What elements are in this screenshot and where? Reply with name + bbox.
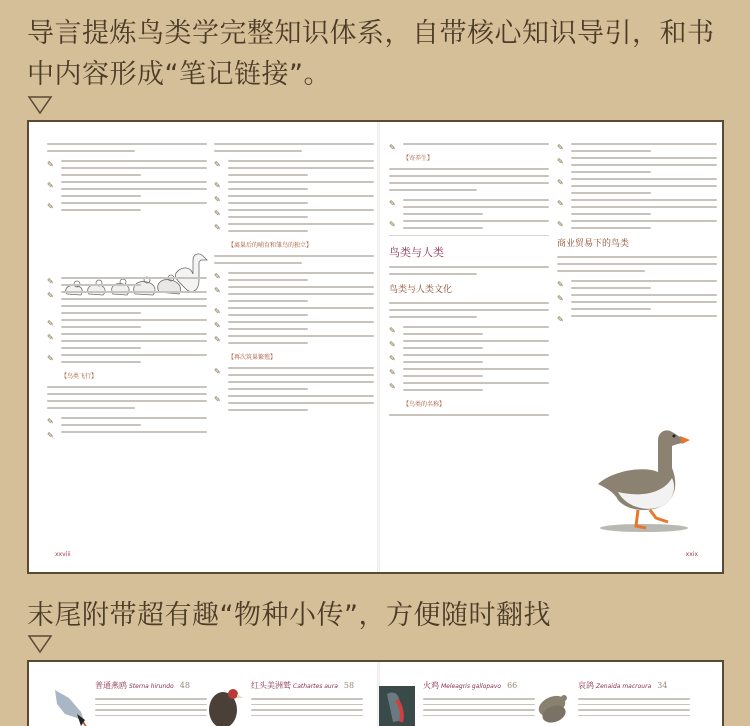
- note-bullet: [214, 160, 374, 176]
- text-line: [61, 340, 207, 342]
- turkey-icon: [379, 684, 415, 726]
- text-line: [228, 335, 374, 337]
- text-line: [403, 375, 483, 377]
- text-line: [571, 227, 651, 229]
- text-line: [403, 389, 483, 391]
- text-line: [571, 308, 651, 310]
- text-line: [403, 340, 549, 342]
- text-line: [403, 199, 549, 201]
- text-line: [228, 388, 308, 390]
- pen-icon: ✎: [389, 340, 396, 349]
- text-line: [571, 220, 717, 222]
- text-line: [403, 227, 483, 229]
- text-line: [571, 157, 717, 159]
- text-line: [228, 367, 374, 369]
- text-line: [61, 160, 207, 162]
- left-page-number: xxviii: [55, 551, 71, 558]
- subsection-label: 【再次筑巢繁殖】: [228, 354, 277, 361]
- text-line: [571, 287, 651, 289]
- text-line: [61, 347, 141, 349]
- section-2-caption: 末尾附带超有趣“物种小传”，方便随时翻找: [27, 600, 551, 631]
- pen-icon: ✎: [214, 321, 221, 330]
- pen-icon: ✎: [214, 335, 221, 344]
- text-line: [61, 195, 141, 197]
- text-line: [571, 213, 651, 215]
- text-line: [571, 178, 717, 180]
- text-line: [571, 150, 651, 152]
- note-bullet: [47, 181, 207, 197]
- pen-icon: ✎: [47, 431, 54, 440]
- pen-icon: ✎: [557, 280, 564, 289]
- text-line: [61, 319, 207, 321]
- text-line: [47, 400, 207, 402]
- species-name-cn: 普通燕鸥: [95, 681, 127, 690]
- text-line: [389, 309, 549, 311]
- text-line: [61, 167, 207, 169]
- subsection-label: 【鸟类飞行】: [61, 373, 98, 380]
- text-line: [228, 321, 374, 323]
- pen-icon: ✎: [557, 143, 564, 152]
- text-line: [403, 220, 549, 222]
- note-bullet: [214, 367, 374, 390]
- text-line: [571, 171, 651, 173]
- text-line: [61, 424, 141, 426]
- text-line: [61, 361, 141, 363]
- note-bullet: [47, 291, 207, 314]
- down-triangle-icon: [27, 634, 53, 654]
- note-bullet: [214, 181, 374, 190]
- text-line: [571, 143, 717, 145]
- text-line: [61, 431, 207, 433]
- text-line: [228, 374, 374, 376]
- subsection-label: 【离巢后的哺育和雏鸟的独立】: [228, 242, 313, 249]
- pen-icon: ✎: [557, 315, 564, 324]
- pen-icon: ✎: [389, 368, 396, 377]
- text-line: [403, 382, 549, 384]
- text-line: [61, 174, 141, 176]
- text-line: [403, 333, 483, 335]
- text-line: [228, 181, 374, 183]
- pen-icon: ✎: [557, 220, 564, 229]
- text-line: [571, 206, 717, 208]
- species-page: 48: [179, 681, 190, 690]
- note-bullet: [214, 321, 374, 330]
- species-description: [95, 694, 207, 720]
- text-line: [228, 328, 308, 330]
- pen-icon: ✎: [214, 160, 221, 169]
- species-page: 66: [507, 681, 518, 690]
- note-bullet: [47, 319, 207, 328]
- pen-icon: ✎: [389, 382, 396, 391]
- text-line: [389, 316, 477, 318]
- note-bullet: [389, 368, 549, 377]
- text-line: [557, 256, 717, 258]
- note-bullet: [214, 335, 374, 344]
- pen-icon: ✎: [389, 143, 396, 152]
- text-line: [228, 272, 374, 274]
- text-line: [571, 164, 717, 166]
- section-1-caption: 导言提炼鸟类学完整知识体系，自带核心知识导引，和书中内容形成“笔记链接”。: [27, 18, 715, 90]
- text-line: [61, 291, 207, 293]
- species-name-cn: 哀鸽: [578, 681, 594, 690]
- text-line: [571, 301, 717, 303]
- paragraph: [389, 414, 549, 416]
- text-line: [557, 263, 717, 265]
- text-line: [228, 279, 308, 281]
- tern-icon: [51, 684, 87, 726]
- paragraph: [389, 266, 549, 275]
- right-page-number: xxix: [685, 551, 698, 558]
- text-line: [61, 354, 207, 356]
- text-line: [403, 368, 549, 370]
- paragraph: [214, 143, 374, 152]
- book-gutter: [377, 122, 380, 572]
- vulture-icon: [207, 684, 243, 726]
- pen-icon: ✎: [389, 354, 396, 363]
- text-line: [571, 315, 717, 317]
- text-line: [228, 202, 308, 204]
- species-name-cn: 红头美洲鹫: [251, 681, 291, 690]
- text-line: [403, 206, 549, 208]
- pen-icon: ✎: [47, 160, 54, 169]
- text-line: [228, 230, 308, 232]
- text-line: [228, 381, 374, 383]
- species-entry: [379, 680, 539, 726]
- pen-icon: ✎: [47, 417, 54, 426]
- text-line: [61, 181, 207, 183]
- text-line: [61, 188, 207, 190]
- note-bullet: [47, 202, 207, 211]
- page-left-column-1: [47, 138, 207, 438]
- text-line: [61, 284, 141, 286]
- text-line: [61, 312, 141, 314]
- pen-icon: ✎: [214, 195, 221, 204]
- text-line: [571, 185, 717, 187]
- pen-icon: ✎: [47, 354, 54, 363]
- note-bullet: [557, 143, 717, 152]
- text-line: [228, 174, 308, 176]
- text-line: [228, 402, 374, 404]
- text-line: [389, 302, 549, 304]
- species-name-latin: Meleagris gallopavo: [441, 683, 502, 690]
- pen-icon: ✎: [47, 333, 54, 342]
- text-line: [214, 150, 302, 152]
- pen-icon: ✎: [389, 220, 396, 229]
- note-bullet: [389, 143, 549, 152]
- note-bullet: [389, 340, 549, 349]
- note-bullet: [47, 431, 207, 440]
- species-name-latin: Zenaida macroura: [596, 683, 652, 690]
- text-line: [228, 342, 308, 344]
- note-bullet: [47, 277, 207, 286]
- paragraph: [47, 386, 207, 409]
- pen-icon: ✎: [214, 367, 221, 376]
- text-line: [61, 417, 207, 419]
- text-line: [389, 175, 549, 177]
- text-line: [61, 209, 141, 211]
- text-line: [571, 294, 717, 296]
- text-line: [228, 286, 374, 288]
- subsection-label: 【寄养生】: [403, 155, 434, 162]
- note-bullet: [557, 199, 717, 215]
- pen-icon: ✎: [214, 181, 221, 190]
- text-line: [389, 414, 549, 416]
- greylag-goose-walking-spacer: [557, 322, 717, 452]
- pen-icon: ✎: [557, 157, 564, 166]
- pen-icon: ✎: [214, 395, 221, 404]
- note-bullet: [47, 333, 207, 349]
- section-heading: 鸟类与人类: [389, 246, 444, 259]
- note-bullet: [214, 395, 374, 411]
- text-line: [228, 300, 308, 302]
- note-bullet: [557, 280, 717, 289]
- species-name-latin: Cathartes aura: [293, 683, 338, 690]
- text-line: [403, 361, 483, 363]
- text-line: [389, 273, 477, 275]
- goose-with-goslings-spacer: [47, 216, 207, 272]
- text-line: [403, 326, 549, 328]
- text-line: [228, 395, 374, 397]
- text-line: [403, 347, 483, 349]
- pen-icon: ✎: [557, 294, 564, 303]
- note-bullet: [389, 199, 549, 215]
- paragraph: [389, 302, 549, 318]
- note-bullet: [214, 272, 374, 281]
- note-bullet: [389, 220, 549, 229]
- note-bullet: [214, 307, 374, 316]
- text-line: [571, 280, 717, 282]
- text-line: [47, 143, 207, 145]
- text-line: [61, 326, 141, 328]
- book-spread-species-bios: [27, 660, 724, 726]
- pen-icon: ✎: [47, 277, 54, 286]
- species-page: 34: [657, 681, 668, 690]
- dove-icon: [534, 684, 570, 726]
- note-bullet: [47, 417, 207, 426]
- note-bullet: [557, 294, 717, 310]
- text-line: [571, 199, 717, 201]
- pen-icon: ✎: [214, 286, 221, 295]
- text-line: [61, 305, 207, 307]
- text-line: [389, 168, 549, 170]
- pen-icon: ✎: [557, 199, 564, 208]
- text-line: [61, 202, 207, 204]
- note-bullet: [557, 220, 717, 229]
- pen-icon: ✎: [214, 307, 221, 316]
- note-bullet: [389, 354, 549, 363]
- text-line: [228, 216, 308, 218]
- text-line: [403, 213, 483, 215]
- pen-icon: ✎: [557, 178, 564, 187]
- text-line: [228, 293, 374, 295]
- species-description: [578, 694, 690, 720]
- text-line: [228, 314, 308, 316]
- text-line: [61, 298, 207, 300]
- pen-icon: ✎: [214, 223, 221, 232]
- paragraph: [557, 256, 717, 272]
- paragraph: [47, 143, 207, 152]
- text-line: [389, 189, 477, 191]
- note-bullet: [214, 195, 374, 204]
- note-bullet: [214, 223, 374, 232]
- note-bullet: [389, 326, 549, 335]
- species-description: [251, 694, 363, 720]
- text-line: [228, 409, 308, 411]
- paragraph: [389, 168, 549, 191]
- note-bullet: [557, 315, 717, 324]
- section-heading: 商业贸易下的鸟类: [557, 239, 630, 249]
- text-line: [228, 167, 374, 169]
- species-entry: [207, 680, 367, 726]
- note-bullet: [214, 286, 374, 302]
- note-bullet: [214, 209, 374, 218]
- text-line: [571, 192, 651, 194]
- text-line: [228, 307, 374, 309]
- text-line: [389, 182, 549, 184]
- note-bullet: [389, 382, 549, 391]
- species-entry: [534, 680, 694, 726]
- page-left-column-2: [214, 138, 374, 416]
- text-line: [389, 266, 549, 268]
- text-line: [403, 143, 549, 145]
- pen-icon: ✎: [214, 272, 221, 281]
- text-line: [214, 262, 302, 264]
- note-bullet: [47, 160, 207, 176]
- text-line: [47, 150, 135, 152]
- page-right-column-1: [389, 138, 549, 424]
- text-line: [61, 333, 207, 335]
- text-line: [47, 407, 135, 409]
- page-right-column-2: [557, 138, 717, 452]
- text-line: [47, 393, 207, 395]
- pen-icon: ✎: [47, 319, 54, 328]
- text-line: [228, 188, 308, 190]
- text-line: [214, 255, 374, 257]
- species-page: 58: [343, 681, 355, 690]
- species-entry: [51, 680, 211, 726]
- pen-icon: ✎: [389, 199, 396, 208]
- text-line: [403, 354, 549, 356]
- species-name-cn: 火鸡: [423, 681, 439, 690]
- text-line: [228, 195, 374, 197]
- pen-icon: ✎: [47, 181, 54, 190]
- text-line: [557, 270, 645, 272]
- divider: [389, 235, 549, 236]
- section-heading: 鸟类与人类文化: [389, 285, 453, 295]
- down-triangle-icon: [27, 95, 53, 115]
- pen-icon: ✎: [214, 209, 221, 218]
- text-line: [61, 277, 207, 279]
- text-line: [228, 209, 374, 211]
- text-line: [228, 223, 374, 225]
- text-line: [47, 386, 207, 388]
- pen-icon: ✎: [47, 291, 54, 300]
- species-description: [423, 694, 535, 720]
- species-name-latin: Sterna hirundo: [129, 683, 174, 690]
- paragraph: [214, 255, 374, 264]
- pen-icon: ✎: [47, 202, 54, 211]
- subsection-label: 【鸟类的名称】: [403, 401, 446, 408]
- text-line: [228, 160, 374, 162]
- text-line: [214, 143, 374, 145]
- book-spread-intro: [27, 120, 724, 574]
- note-bullet: [47, 354, 207, 363]
- note-bullet: [557, 178, 717, 194]
- pen-icon: ✎: [389, 326, 396, 335]
- note-bullet: [557, 157, 717, 173]
